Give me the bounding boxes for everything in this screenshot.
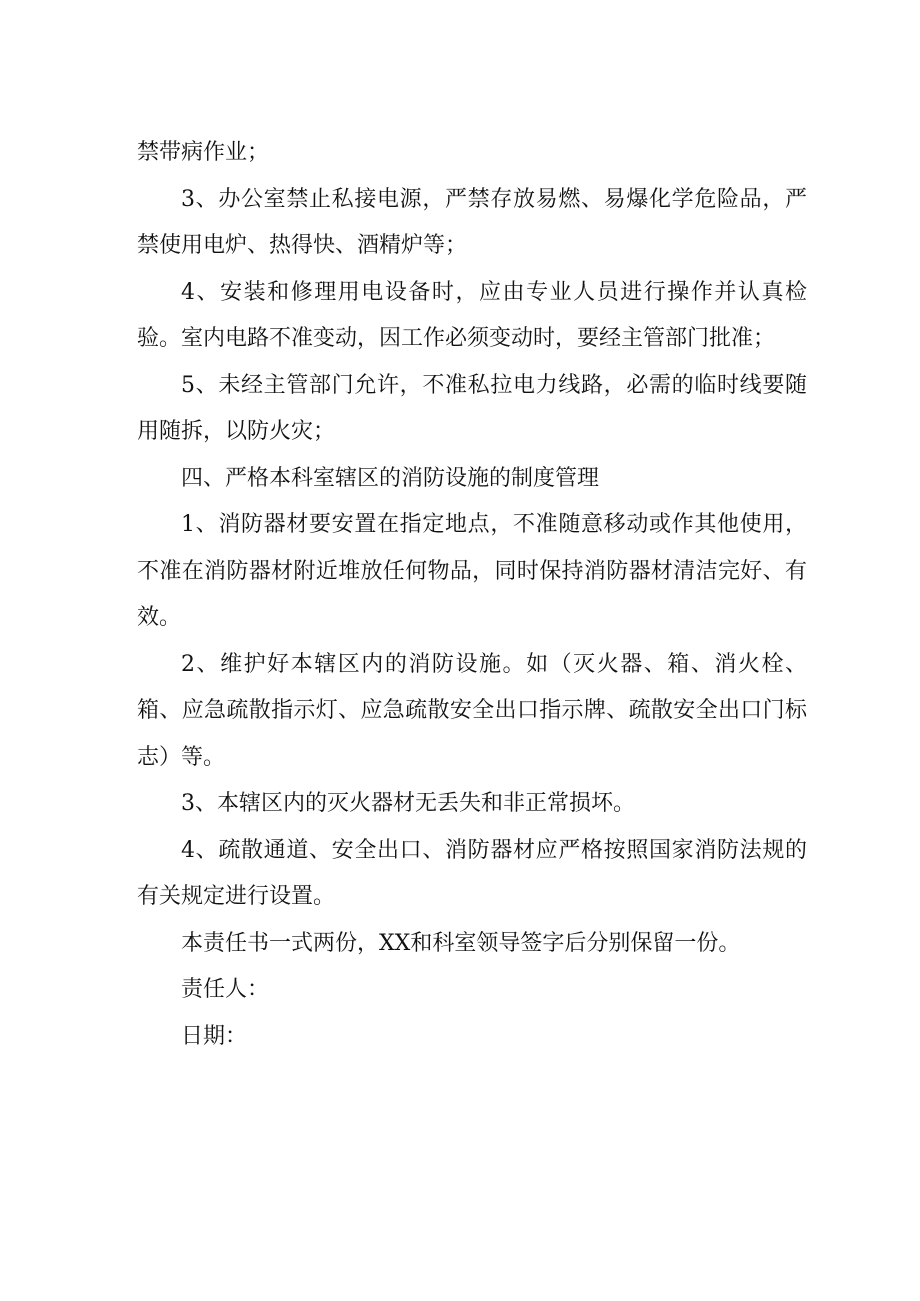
paragraph-item-4-equipment-repair: 4、安装和修理用电设备时，应由专业人员进行操作并认真检验。室内电路不准变动，因工作必须变动时，要经主管部门批准； [137,279,807,351]
paragraph-item-3-office-electricity: 3、办公室禁止私接电源，严禁存放易燃、易爆化学危险品，严禁使用电炉、热得快、酒精炉等； [137,186,807,258]
paragraph-copies-note: 本责任书一式两份，XX和科室领导签字后分别保留一份。 [181,930,741,956]
responsible-person-label: 责任人： [181,977,270,1002]
paragraph-item-2-maintain-facilities: 2、维护好本辖区内的消防设施。如（灭火器、箱、消火栓、箱、应急疏散指示灯、应急疏散安全出口指示牌、疏散安全出口门标志）等。 [137,651,807,770]
paragraph-continuation: 禁带病作业； [137,140,270,165]
date-label: 日期： [181,1023,248,1049]
paragraph-item-3-no-loss: 3、本辖区内的灭火器材无丢失和非正常损坏。 [181,791,635,816]
section-heading-fire-facilities: 四、严格本科室辖区的消防设施的制度管理 [181,465,600,491]
paragraph-item-4-evacuation: 4、疏散通道、安全出口、消防器材应严格按照国家消防法规的有关规定进行设置。 [137,837,807,909]
paragraph-item-5-wiring: 5、未经主管部门允许，不准私拉电力线路，必需的临时线要随用随拆，以防火灾； [137,372,807,444]
document-page [137,130,807,1060]
paragraph-item-1-fire-equipment: 1、消防器材要安置在指定地点，不准随意移动或作其他使用，不准在消防器材附近堆放任何物品，同时保持消防器材清洁完好、有效。 [137,512,807,630]
